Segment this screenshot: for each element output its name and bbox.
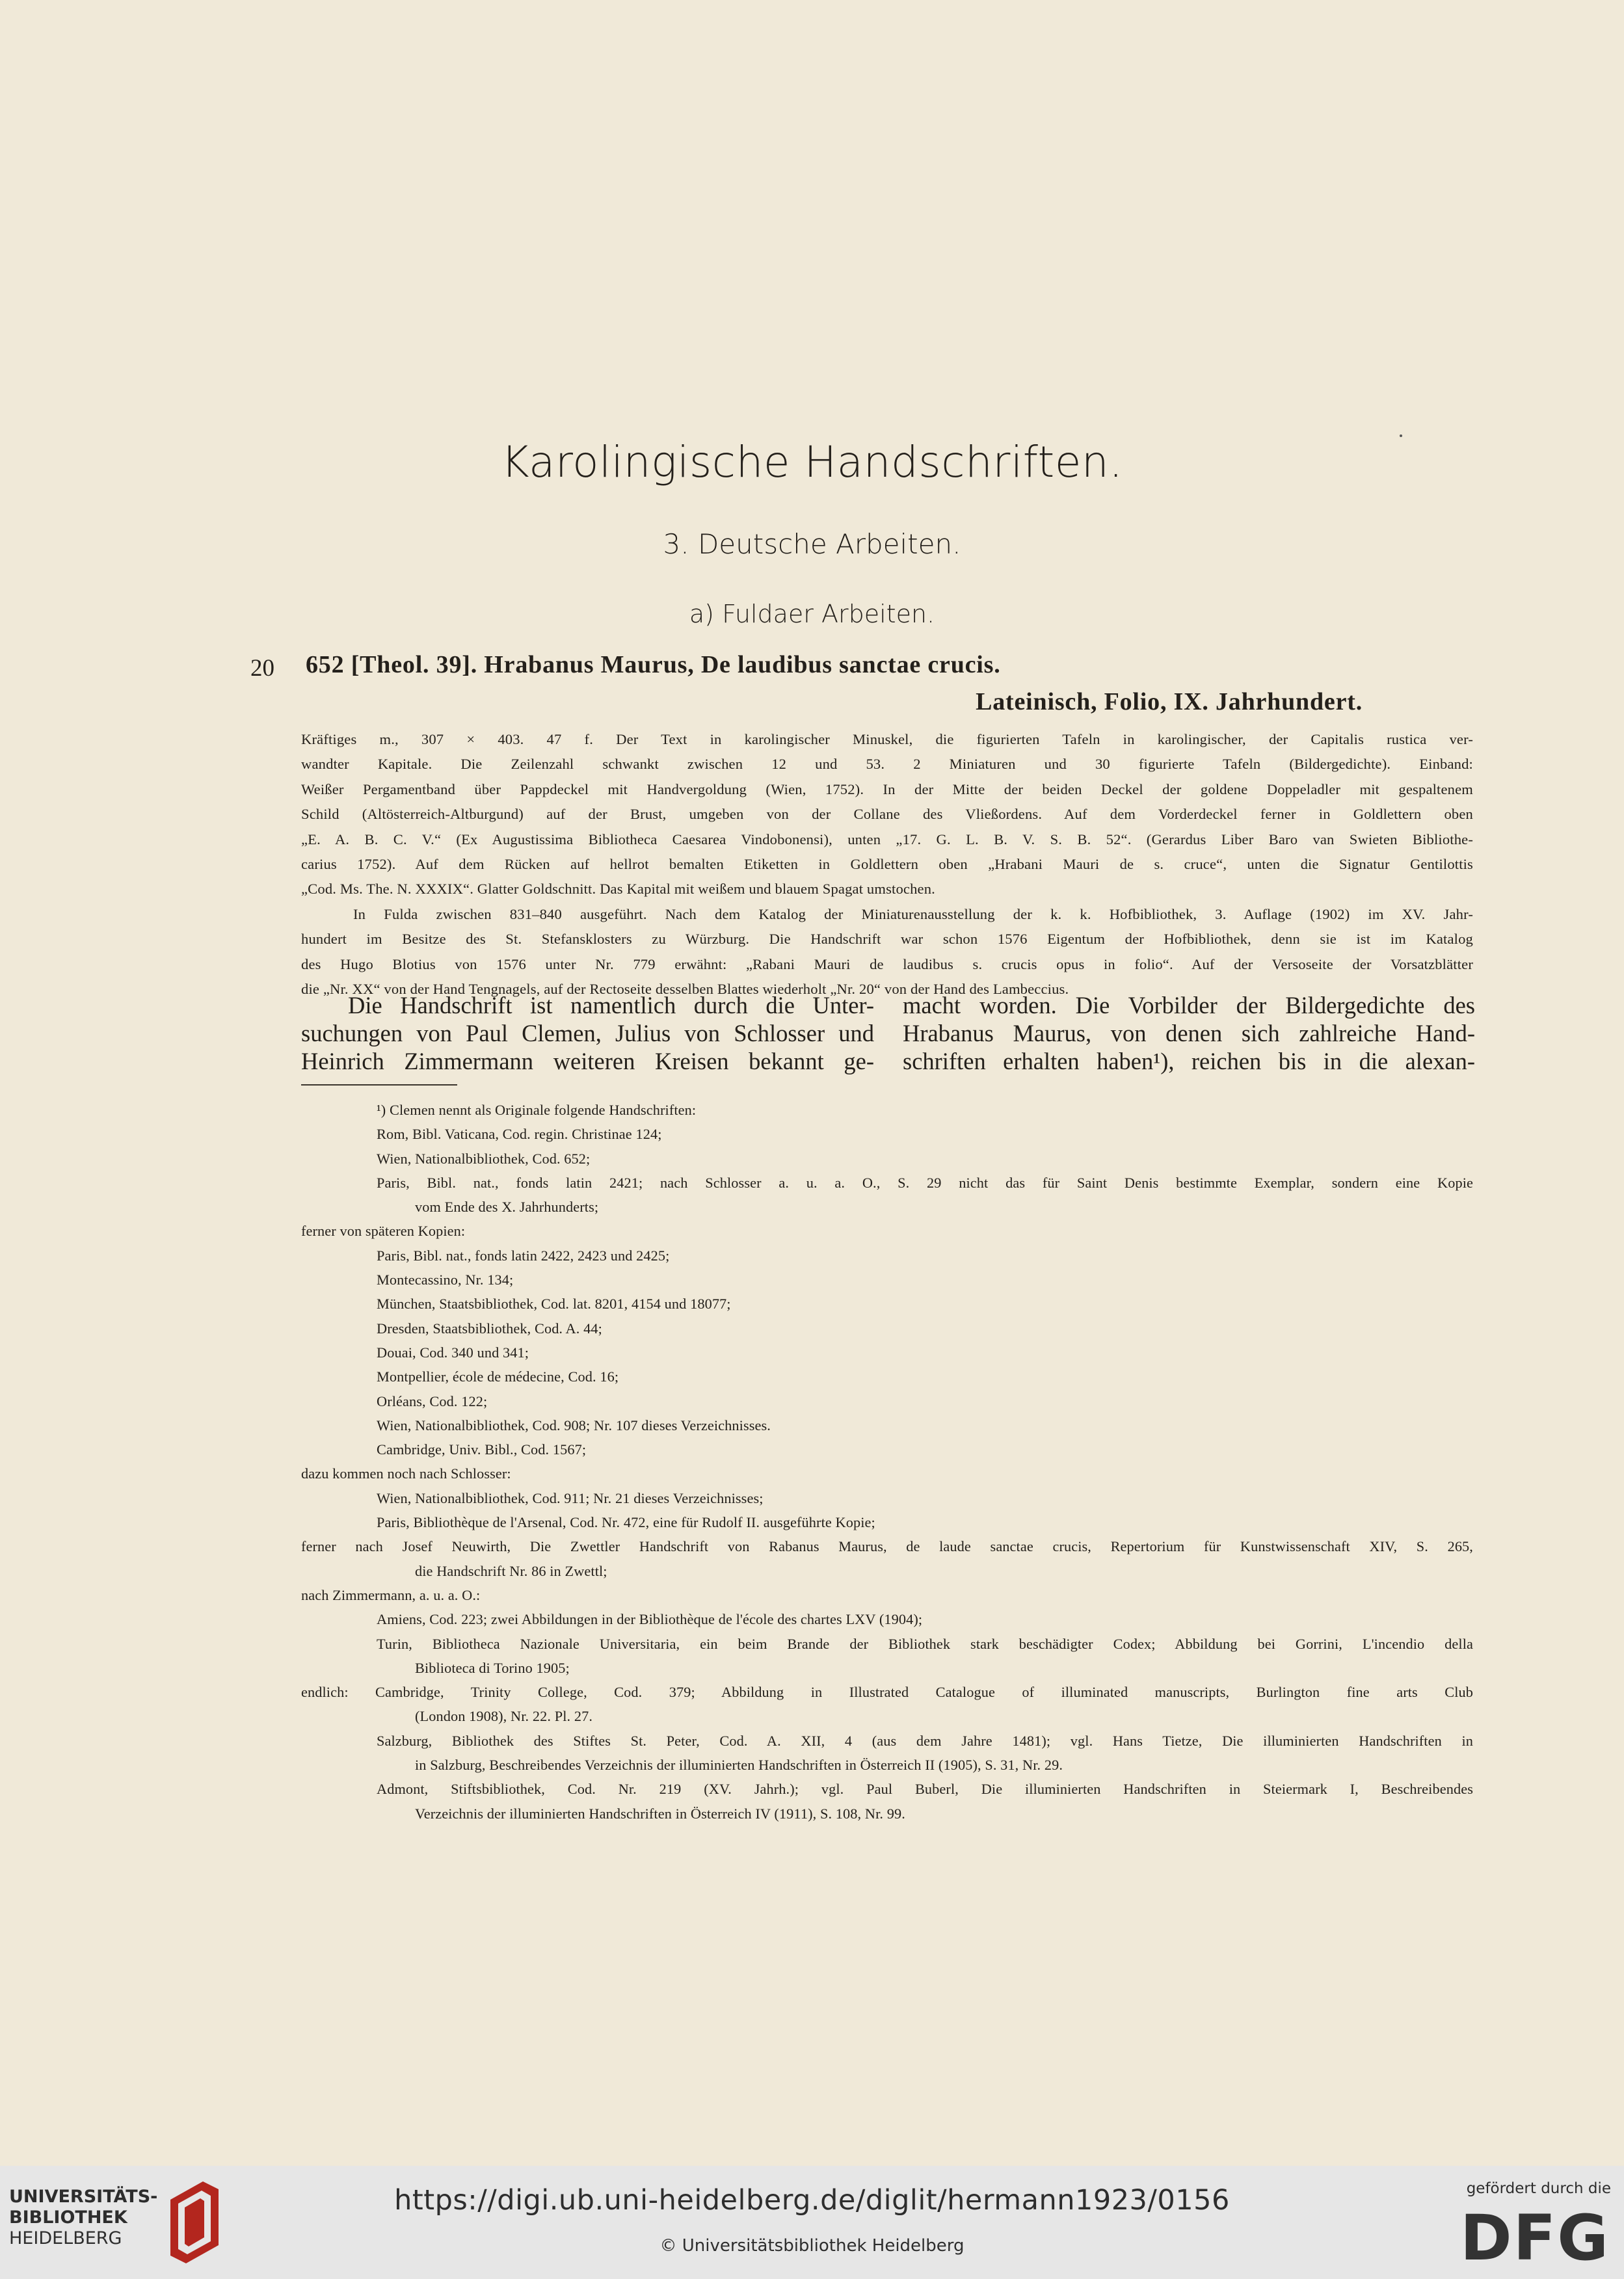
- description-line: „Cod. Ms. The. N. XXXIX“. Glatter Goldschnitt. Das Kapital mit weißem und blauem Spagat umstochen.: [301, 881, 935, 898]
- subsection-title: a) Fuldaer Arbeiten.: [689, 600, 935, 628]
- footnote-line: Verzeichnis der illuminierten Handschriften in Österreich IV (1911), S. 108, Nr. 99.: [415, 1805, 905, 1822]
- footnote-line: ferner nach Josef Neuwirth, Die Zwettler Handschrift von Rabanus Maurus, de laude sanctae crucis, Repertorium für Kunstwissenschaft XIV, S. 265,: [301, 1538, 1473, 1555]
- footnote-line: (London 1908), Nr. 22. Pl. 27.: [415, 1708, 593, 1725]
- footnote-line: Montpellier, école de médecine, Cod. 16;: [377, 1368, 619, 1385]
- footnote-line: Turin, Bibliotheca Nazionale Universitaria, ein beim Brande der Bibliothek stark beschädigter Codex; Abbildung bei Gorrini, L'incendio della: [377, 1635, 1473, 1652]
- library-name-line: HEIDELBERG: [9, 2228, 122, 2248]
- description-line: Schild (Altösterreich-Altburgund) auf der Brust, umgeben von der Collane des Vließordens. Auf dem Vorderdeckel ferner in Goldlettern oben: [301, 806, 1473, 823]
- footnote-line: endlich: Cambridge, Trinity College, Cod. 379; Abbildung in Illustrated Catalogue of illuminated manuscripts, Burlington fine arts Club: [301, 1684, 1473, 1701]
- provenance-line: hundert im Besitze des St. Stefansklosters zu Würzburg. Die Handschrift war schon 1576 Eigentum der Hofbibliothek, denn sie ist im Katalog: [301, 931, 1473, 948]
- section-title: 3. Deutsche Arbeiten.: [663, 528, 961, 560]
- permalink-url[interactable]: https://digi.ub.uni-heidelberg.de/diglit/hermann1923/0156: [394, 2184, 1230, 2217]
- footnote-line: Wien, Nationalbibliothek, Cod. 652;: [377, 1150, 591, 1167]
- footnote-line: ¹) Clemen nennt als Originale folgende Handschriften:: [377, 1102, 697, 1118]
- footnotes-block: [301, 1098, 1473, 1826]
- body-line: Heinrich Zimmermann weiteren Kreisen bekannt ge-: [301, 1048, 874, 1074]
- body-column-right: [903, 991, 1475, 1075]
- provenance-block: [301, 902, 1473, 1002]
- footnote-line: Orléans, Cod. 122;: [377, 1393, 488, 1409]
- body-line: Die Handschrift ist namentlich durch die Unter-: [348, 992, 874, 1019]
- copyright-notice: © Universitätsbibliothek Heidelberg: [659, 2236, 965, 2256]
- footnote-line: in Salzburg, Beschreibendes Verzeichnis der illuminierten Handschriften in Österreich II (1905), S. 31, Nr. 29.: [415, 1757, 1063, 1774]
- body-line: Hrabanus Maurus, von denen sich zahlreiche Hand-: [903, 1020, 1475, 1046]
- footnote-line: Wien, Nationalbibliothek, Cod. 911; Nr. 21 dieses Verzeichnisses;: [377, 1489, 764, 1506]
- body-column-left: [301, 991, 874, 1075]
- footnote-line: dazu kommen noch nach Schlosser:: [301, 1465, 511, 1482]
- provenance-line: In Fulda zwischen 831–840 ausgeführt. Nach dem Katalog der Miniaturenausstellung der k. k. Hofbibliothek, 3. Auflage (1902) im XV. Jahr-: [353, 906, 1473, 922]
- footnote-line: Douai, Cod. 340 und 341;: [377, 1344, 529, 1361]
- footnote-line: die Handschrift Nr. 86 in Zwettl;: [415, 1562, 607, 1579]
- description-block: [301, 727, 1473, 902]
- description-line: „E. A. B. C. V.“ (Ex Augustissima Bibliotheca Caesarea Vindobonensi), unten „17. G. L. B. V. S. B. 52“. (Gerardus Liber Baro van Swieten Bibliothe-: [301, 831, 1473, 847]
- footnote-line: Montecassino, Nr. 134;: [377, 1272, 514, 1288]
- entry-title: 652 [Theol. 39]. Hrabanus Maurus, De laudibus sanctae crucis.: [306, 651, 1001, 678]
- provenance-line: die „Nr. XX“ von der Hand Tengnagels, auf der Rectoseite desselben Blattes wiederholt „Nr. 20“ von der Hand des Lambeccius.: [301, 981, 1069, 998]
- footnote-line: München, Staatsbibliothek, Cod. lat. 8201, 4154 und 18077;: [377, 1296, 731, 1313]
- footnote-line: Salzburg, Bibliothek des Stiftes St. Peter, Cod. A. XII, 4 (aus dem Jahre 1481); vgl. Hans Tietze, Die illuminierten Handschriften in: [377, 1732, 1473, 1749]
- body-line: suchungen von Paul Clemen, Julius von Schlosser und: [301, 1020, 874, 1046]
- footnote-rule: [301, 1084, 457, 1086]
- description-line: wandter Kapitale. Die Zeilenzahl schwankt zwischen 12 und 53. 2 Miniaturen und 30 figurierte Tafeln (Bildergedichte). Einband:: [301, 756, 1473, 773]
- viewer-footer: [0, 2166, 1624, 2279]
- footnote-line: Dresden, Staatsbibliothek, Cod. A. 44;: [377, 1320, 602, 1337]
- description-line: Kräftiges m., 307 × 403. 47 f. Der Text in karolingischer Minuskel, die figurierten Tafeln in karolingischer, der Capitalis rustica ver-: [301, 731, 1473, 747]
- footnote-line: vom Ende des X. Jahrhunderts;: [415, 1199, 599, 1216]
- description-line: Weißer Pergamentband über Pappdeckel mit Handvergoldung (Wien, 1752). In der Mitte der beiden Deckel der goldene Doppeladler mit gespaltenem: [301, 780, 1473, 797]
- dfg-logo: DFG: [1459, 2202, 1610, 2274]
- footnote-line: Admont, Stiftsbibliothek, Cod. Nr. 219 (XV. Jahrh.); vgl. Paul Buberl, Die illuminierten Handschriften in Steiermark I, Beschreibendes: [377, 1781, 1473, 1798]
- footnote-line: Paris, Bibl. nat., fonds latin 2422, 2423 und 2425;: [377, 1247, 670, 1264]
- footnote-line: ferner von späteren Kopien:: [301, 1223, 466, 1240]
- footnote-line: nach Zimmermann, a. u. a. O.:: [301, 1586, 481, 1603]
- entry-number: 20: [250, 655, 274, 682]
- chapter-title: Karolingische Handschriften.: [501, 437, 1123, 487]
- footnote-line: Paris, Bibliothèque de l'Arsenal, Cod. Nr. 472, eine für Rudolf II. ausgeführte Kopie;: [377, 1514, 875, 1531]
- footnote-line: Biblioteca di Torino 1905;: [415, 1659, 570, 1676]
- footnote-line: Rom, Bibl. Vaticana, Cod. regin. Christinae 124;: [377, 1126, 662, 1143]
- footnote-line: Amiens, Cod. 223; zwei Abbildungen in der Bibliothèque de l'école des chartes LXV (1904);: [377, 1611, 923, 1628]
- provenance-line: des Hugo Blotius von 1576 unter Nr. 779 erwähnt: „Rabani Mauri de laudibus s. crucis opus in folio“. Auf der Versoseite der Vorsatzblätter: [301, 955, 1473, 972]
- funding-caption: gefördert durch die: [1466, 2180, 1611, 2197]
- footnote-line: Paris, Bibl. nat., fonds latin 2421; nach Schlosser a. u. a. O., S. 29 nicht das für Saint Denis bestimmte Exemplar, sondern eine Kopie: [377, 1174, 1473, 1191]
- library-name-line: UNIVERSITÄTS-: [9, 2187, 158, 2207]
- description-line: carius 1752). Auf dem Rücken auf hellrot bemalten Etiketten in Goldlettern oben „Hrabani Mauri de s. cruce“, unten die Signatur Gentilottis: [301, 856, 1473, 873]
- footnote-line: Wien, Nationalbibliothek, Cod. 908; Nr. 107 dieses Verzeichnisses.: [377, 1417, 771, 1433]
- footnote-line: Cambridge, Univ. Bibl., Cod. 1567;: [377, 1441, 587, 1458]
- entry-language-format: Lateinisch, Folio, IX. Jahrhundert.: [976, 688, 1363, 715]
- body-line: schriften erhalten haben¹), reichen bis in die alexan-: [903, 1048, 1475, 1074]
- body-line: macht worden. Die Vorbilder der Bildergedichte des: [903, 992, 1475, 1019]
- library-name-line: BIBLIOTHEK: [9, 2207, 127, 2228]
